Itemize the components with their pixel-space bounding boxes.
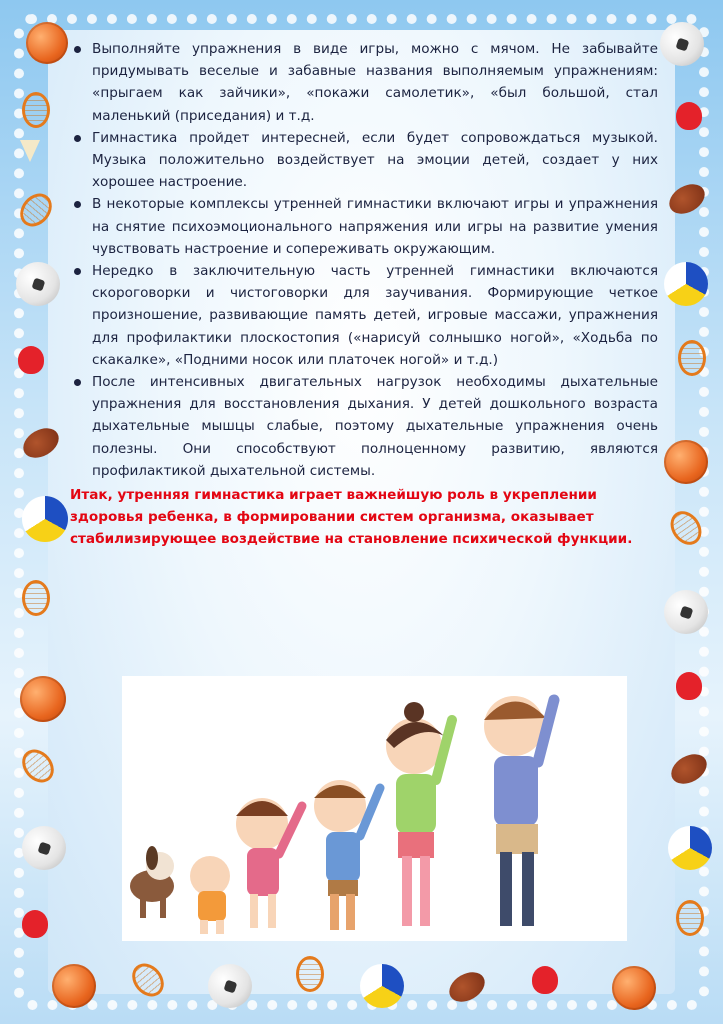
basketball-icon <box>664 440 708 484</box>
father-figure <box>484 696 554 926</box>
volleyball-icon <box>664 262 708 306</box>
badminton-racket-icon <box>22 580 50 616</box>
badminton-racket-icon <box>296 956 324 992</box>
badminton-racket-icon <box>676 900 704 936</box>
ping-pong-paddle-icon <box>532 966 558 994</box>
family-stretching-illustration <box>122 676 627 941</box>
badminton-racket-icon <box>22 92 50 128</box>
basketball-icon <box>612 966 656 1010</box>
basketball-icon <box>20 676 66 722</box>
dog-figure <box>130 846 174 918</box>
tips-list <box>70 38 658 482</box>
boy-figure <box>314 780 380 930</box>
volleyball-icon <box>668 826 712 870</box>
volleyball-icon <box>360 964 404 1008</box>
family-illustration-svg <box>122 676 627 941</box>
ping-pong-paddle-icon <box>676 672 702 700</box>
baby-figure <box>190 856 230 934</box>
ping-pong-paddle-icon <box>676 102 702 130</box>
conclusion-text: Итак, утренняя гимнастика играет важнейшую роль в укреплении здоровья ребенка, в формировании систем организма, оказывает стабилизирующее воздействие на становление психической функции. <box>70 487 633 548</box>
soccer-ball-icon <box>208 964 252 1008</box>
soccer-ball-icon <box>660 22 704 66</box>
list-item: После интенсивных двигательных нагрузок необходимы дыхательные упражнения для восстановления дыхания. У детей дошкольного возраста дыхательные мышцы слабые, поэтому дыхательные упражнения очень полезны. Они способствуют полноценному развитию, являются профилактикой дыхательной системы. <box>70 371 658 482</box>
ping-pong-paddle-icon <box>18 346 44 374</box>
girl-figure <box>236 798 302 928</box>
list-item: Выполняйте упражнения в виде игры, можно с мячом. Не забывайте придумывать веселые и забавные названия выполняемым упражнениям: «прыгаем как зайчики», «покажи самолетик», «был большой, стал маленький (приседания) и т.д. <box>70 38 658 127</box>
ping-pong-paddle-icon <box>22 910 48 938</box>
list-item: Гимнастика пройдет интересней, если будет сопровождаться музыкой. Музыка положительно воздействует на эмоции детей, создает у них хорошее настроение. <box>70 127 658 194</box>
list-item: Нередко в заключительную часть утренней гимнастики включаются скороговорки и чистоговорки для заучивания. Формирующие четкое произношение, развивающие память детей, игровые массажи, упражнения для профилактики плоскостопия («нарисуй солнышко ногой», «Ходьба по скакалке», «Подними носок или платочек ногой» и т.д.) <box>70 260 658 371</box>
basketball-icon <box>26 22 68 64</box>
mother-figure <box>386 702 452 926</box>
badminton-racket-icon <box>678 340 706 376</box>
basketball-icon <box>52 964 96 1008</box>
list-item: В некоторые комплексы утренней гимнастики включают игры и упражнения на снятие психоэмоционального напряжения или игры на развитие умения чувствовать настроение и сопереживать окружающим. <box>70 193 658 260</box>
volleyball-icon <box>22 496 68 542</box>
soccer-ball-icon <box>22 826 66 870</box>
soccer-ball-icon <box>664 590 708 634</box>
article-body <box>70 38 658 564</box>
shuttlecock-icon <box>20 140 40 162</box>
soccer-ball-icon <box>16 262 60 306</box>
